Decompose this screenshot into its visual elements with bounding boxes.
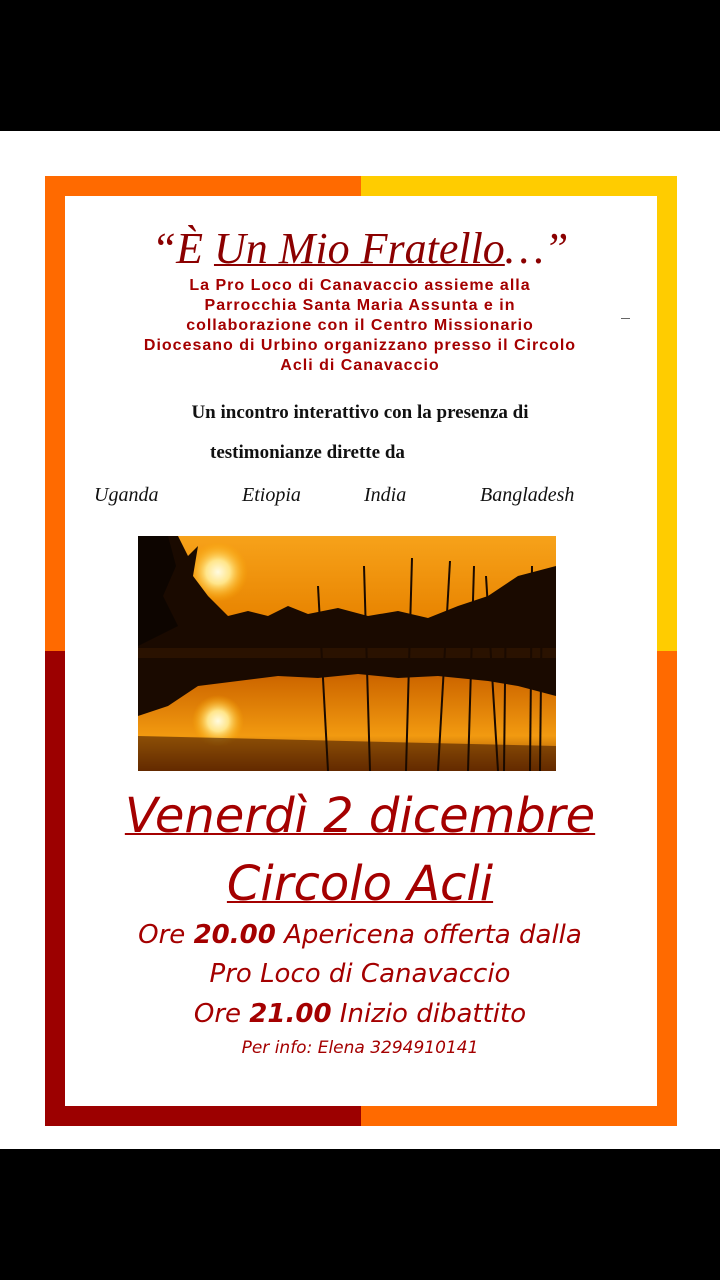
intro-line: Diocesano di Urbino organizzano presso il Circolo — [143, 337, 577, 354]
intro-line: collaborazione con il Centro Missionario — [186, 317, 534, 334]
meeting-line-2: testimonianze dirette da — [210, 442, 405, 463]
top-black-bar — [0, 0, 720, 131]
poster-title-underlined: Un Mio Fratello — [213, 224, 505, 273]
stray-dash — [621, 318, 630, 319]
event-place: Circolo Acli — [226, 856, 494, 912]
intro-line: La Pro Loco di Canavaccio assieme alla — [189, 277, 531, 294]
intro-line: Acli di Canavaccio — [280, 357, 440, 374]
poster-title: “È Un Mio Fratello…” — [151, 224, 569, 273]
country-etiopia: Etiopia — [242, 484, 301, 506]
schedule-time-1: 20.00 — [193, 920, 276, 950]
event-date: Venerdì 2 dicembre — [124, 788, 596, 844]
schedule-line-3: Ore 21.00 Inizio dibattito — [193, 999, 527, 1029]
country-india: India — [364, 484, 407, 506]
bottom-black-bar — [0, 1149, 720, 1280]
contact-info: Per info: Elena 3294910141 — [241, 1038, 479, 1058]
intro-text — [80, 276, 640, 376]
meeting-line-1: Un incontro interattivo con la presenza di — [191, 402, 529, 423]
schedule-line-1: Ore 20.00 Apericena offerta dalla — [138, 920, 582, 950]
sunset-reflection-photo — [138, 536, 556, 771]
intro-line: Parrocchia Santa Maria Assunta e in — [204, 297, 516, 314]
country-bangladesh: Bangladesh — [480, 484, 575, 506]
country-uganda: Uganda — [94, 484, 159, 506]
schedule-line-2: Pro Loco di Canavaccio — [209, 959, 511, 989]
schedule-time-2: 21.00 — [249, 999, 332, 1029]
